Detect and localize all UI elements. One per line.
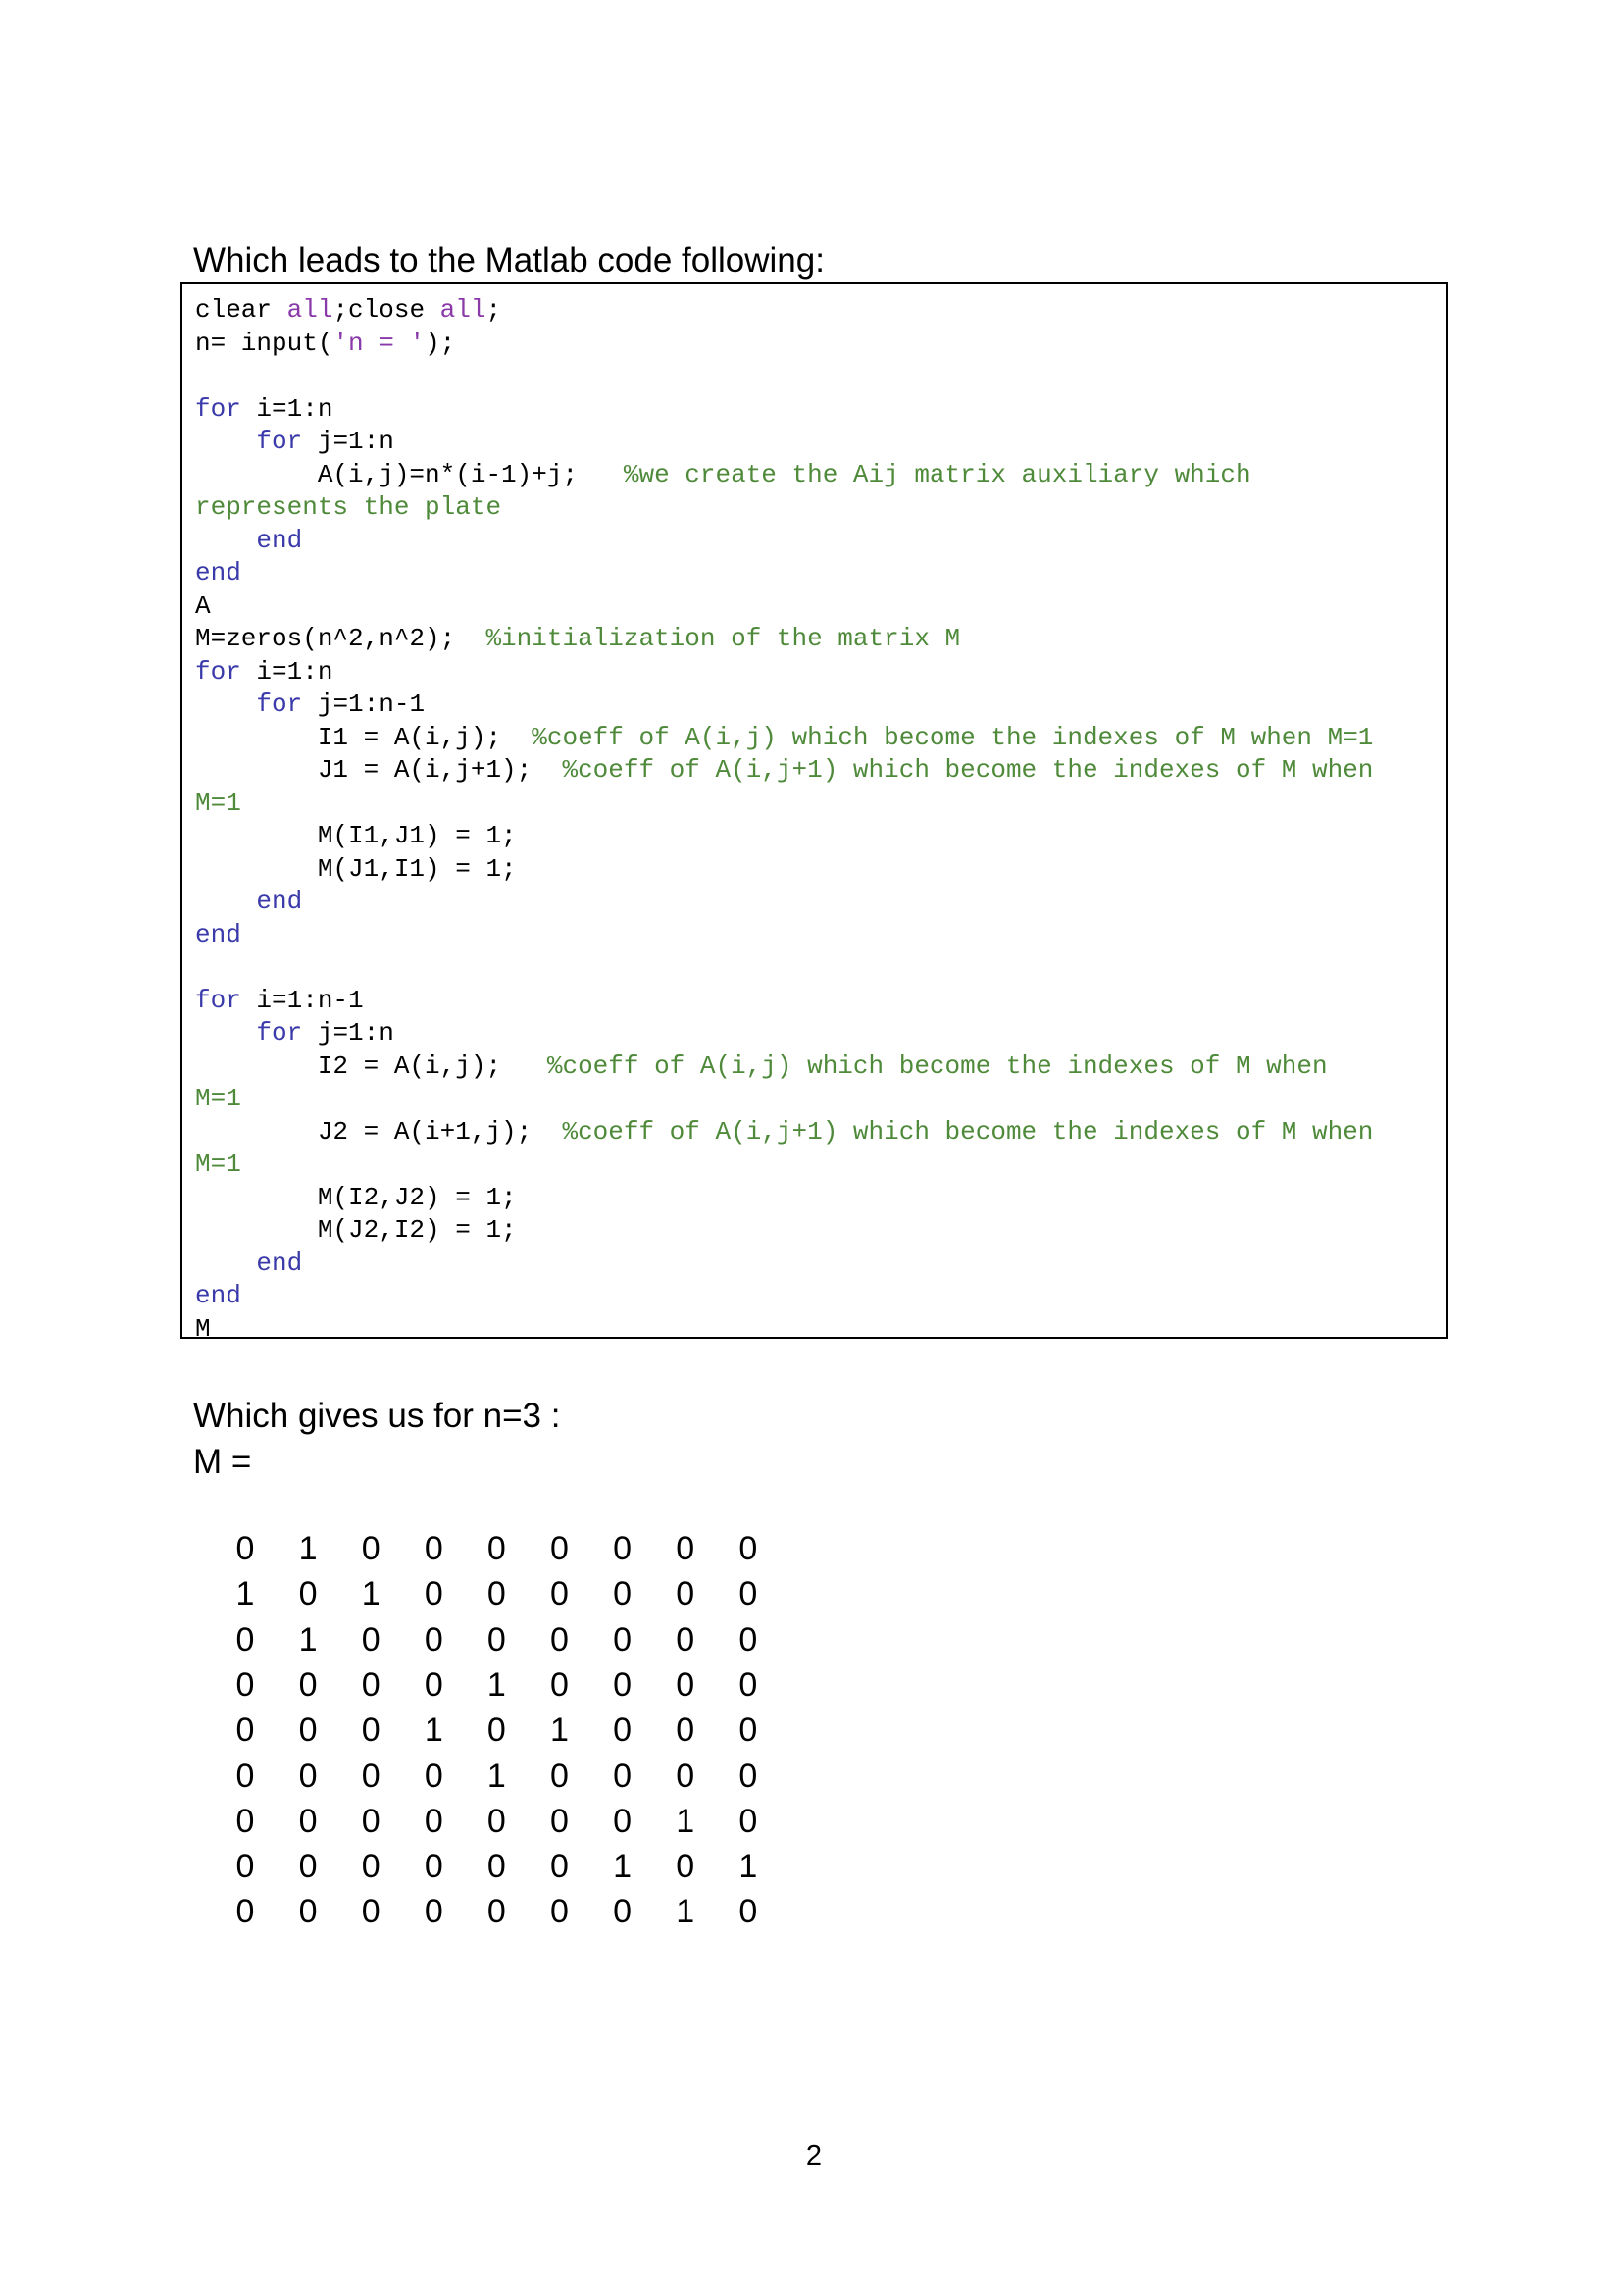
code-comment: %we create the Aij matrix auxiliary which bbox=[623, 459, 1251, 489]
matrix-cell: 0 bbox=[235, 1530, 255, 1567]
code-keyword: for bbox=[195, 656, 241, 687]
matrix-row bbox=[226, 1802, 814, 1850]
code-text: M(J2,I2) = 1; bbox=[195, 1215, 517, 1245]
code-comment: M=1 bbox=[195, 1149, 241, 1179]
code-text: J1 = A(i,j+1); bbox=[195, 755, 563, 785]
code-line bbox=[195, 1086, 241, 1111]
matrix-cell: 0 bbox=[424, 1575, 443, 1613]
matrix-cell: 1 bbox=[298, 1620, 318, 1658]
matrix-cell: 0 bbox=[486, 1530, 506, 1567]
matrix-cell: 0 bbox=[361, 1711, 380, 1750]
matrix-cell: 0 bbox=[550, 1575, 569, 1613]
matrix-row bbox=[226, 1757, 814, 1805]
code-line bbox=[195, 1313, 211, 1344]
matrix-cell: 0 bbox=[676, 1575, 695, 1613]
matrix-cell: 0 bbox=[550, 1665, 569, 1704]
code-keyword: for bbox=[256, 427, 303, 456]
matrix-cell: 0 bbox=[613, 1530, 633, 1567]
matrix-cell: 0 bbox=[738, 1665, 758, 1704]
code-comment: represents the plate bbox=[195, 492, 502, 522]
code-line bbox=[195, 919, 241, 949]
code-keyword: end bbox=[195, 558, 241, 587]
matrix-cell: 0 bbox=[424, 1848, 443, 1886]
matrix-cell: 1 bbox=[486, 1665, 506, 1704]
matrix-cell: 0 bbox=[235, 1620, 255, 1658]
code-text: j=1:n-1 bbox=[302, 689, 426, 719]
code-text: ; bbox=[485, 295, 502, 325]
matrix-cell: 0 bbox=[550, 1893, 569, 1931]
code-line bbox=[195, 853, 517, 884]
code-line bbox=[195, 525, 303, 555]
code-line bbox=[195, 823, 517, 848]
matrix-cell: 0 bbox=[424, 1893, 443, 1931]
code-line bbox=[195, 393, 333, 424]
code-text: j=1:n bbox=[302, 427, 394, 456]
matrix-cell: 0 bbox=[361, 1893, 380, 1931]
code-line bbox=[195, 656, 333, 687]
matrix-cell: 0 bbox=[613, 1575, 633, 1613]
matrix-cell: 0 bbox=[235, 1757, 255, 1795]
matrix-cell: 0 bbox=[486, 1575, 506, 1613]
matrix-cell: 0 bbox=[361, 1620, 380, 1658]
code-text: M bbox=[195, 1313, 211, 1344]
matrix-cell: 1 bbox=[424, 1711, 443, 1750]
matrix-cell: 0 bbox=[361, 1665, 380, 1704]
matrix-cell: 0 bbox=[550, 1757, 569, 1795]
code-line bbox=[195, 1283, 241, 1308]
matrix-cell: 1 bbox=[676, 1893, 695, 1931]
code-text: M(I1,J1) = 1; bbox=[195, 821, 517, 850]
code-comment: %coeff of A(i,j) which become the indexes of M when bbox=[546, 1050, 1328, 1081]
code-text: ); bbox=[425, 328, 456, 358]
matrix-row bbox=[226, 1850, 814, 1895]
code-text: i=1:n bbox=[240, 656, 333, 687]
matrix-cell: 1 bbox=[486, 1757, 506, 1795]
matrix-cell: 0 bbox=[486, 1893, 506, 1931]
matrix-cell: 0 bbox=[613, 1665, 633, 1704]
code-line bbox=[195, 560, 241, 586]
code-line bbox=[195, 328, 456, 358]
matrix-cell: 0 bbox=[235, 1893, 255, 1931]
matrix-row bbox=[226, 1895, 814, 1940]
matrix-cell: 0 bbox=[298, 1711, 318, 1750]
matrix-cell: 0 bbox=[613, 1620, 633, 1658]
matrix-cell: 0 bbox=[361, 1530, 380, 1567]
code-text: A bbox=[195, 590, 211, 621]
matrix-cell: 0 bbox=[424, 1620, 443, 1658]
matrix-cell: 0 bbox=[676, 1620, 695, 1658]
matrix-cell: 1 bbox=[738, 1848, 758, 1886]
code-keyword: for bbox=[195, 985, 241, 1015]
code-text bbox=[195, 887, 256, 916]
code-text bbox=[195, 1018, 256, 1047]
matrix-cell: 0 bbox=[676, 1665, 695, 1704]
code-comment: M=1 bbox=[195, 1084, 241, 1113]
code-comment: %coeff of A(i,j) which become the indexes of M when M=1 bbox=[532, 722, 1374, 752]
code-keyword: for bbox=[256, 689, 303, 719]
matrix-cell: 0 bbox=[424, 1530, 443, 1567]
code-line bbox=[195, 429, 394, 454]
code-text: clear bbox=[195, 295, 287, 325]
code-text: M(J1,I1) = 1; bbox=[195, 853, 517, 884]
code-keyword: end bbox=[195, 919, 241, 949]
code-keyword: for bbox=[256, 1018, 303, 1047]
matrix-cell: 0 bbox=[486, 1802, 506, 1840]
matrix-cell: 0 bbox=[235, 1711, 255, 1750]
code-line bbox=[195, 626, 960, 651]
matrix-cell: 0 bbox=[424, 1802, 443, 1840]
matrix-cell: 0 bbox=[298, 1575, 318, 1613]
code-line bbox=[195, 691, 425, 717]
code-line bbox=[195, 722, 1374, 752]
matrix-cell: 0 bbox=[424, 1757, 443, 1795]
code-keyword: end bbox=[195, 1281, 241, 1310]
matrix-cell: 0 bbox=[613, 1802, 633, 1840]
matrix-cell: 0 bbox=[550, 1530, 569, 1567]
matrix-row bbox=[226, 1665, 814, 1713]
code-text: I1 = A(i,j); bbox=[195, 722, 533, 752]
code-comment: %initialization of the matrix M bbox=[485, 624, 961, 653]
matrix-cell: 0 bbox=[361, 1802, 380, 1840]
matrix-cell: 0 bbox=[550, 1802, 569, 1840]
matrix-cell: 0 bbox=[550, 1620, 569, 1658]
matrix-cell: 0 bbox=[738, 1711, 758, 1750]
matrix-cell: 0 bbox=[676, 1530, 695, 1567]
intro-heading: Which leads to the Matlab code following: bbox=[193, 241, 825, 280]
code-text: i=1:n bbox=[240, 393, 333, 424]
code-line bbox=[195, 788, 241, 818]
code-keyword: end bbox=[256, 887, 303, 916]
code-line bbox=[195, 1020, 394, 1046]
matrix-cell: 0 bbox=[613, 1893, 633, 1931]
code-line bbox=[195, 459, 1251, 489]
matrix-cell: 1 bbox=[298, 1530, 318, 1567]
code-line bbox=[195, 494, 501, 520]
matrix-cell: 0 bbox=[486, 1711, 506, 1750]
matrix-row bbox=[226, 1713, 814, 1759]
matrix-row bbox=[226, 1577, 814, 1622]
matrix-cell: 0 bbox=[613, 1757, 633, 1795]
code-text: M=zeros(n^2,n^2); bbox=[195, 624, 486, 653]
matrix-cell: 0 bbox=[298, 1802, 318, 1840]
code-line bbox=[195, 985, 364, 1015]
code-string: 'n = ' bbox=[332, 328, 426, 358]
matrix-row bbox=[226, 1620, 814, 1668]
code-line bbox=[195, 590, 211, 621]
matrix-cell: 0 bbox=[361, 1757, 380, 1795]
matrix-cell: 0 bbox=[298, 1665, 318, 1704]
code-text: j=1:n bbox=[302, 1018, 394, 1047]
code-string: all bbox=[286, 295, 333, 325]
matrix-cell: 0 bbox=[738, 1802, 758, 1840]
matrix-cell: 0 bbox=[738, 1893, 758, 1931]
matrix-cell: 0 bbox=[738, 1620, 758, 1658]
matrix-cell: 0 bbox=[550, 1848, 569, 1886]
matrix-cell: 0 bbox=[486, 1848, 506, 1886]
code-text: I2 = A(i,j); bbox=[195, 1050, 547, 1081]
matrix-cell: 0 bbox=[676, 1848, 695, 1886]
matrix-cell: 1 bbox=[613, 1848, 633, 1886]
matrix-cell: 0 bbox=[613, 1711, 633, 1750]
matrix-cell: 1 bbox=[235, 1575, 255, 1613]
code-line bbox=[195, 1182, 517, 1212]
matrix-cell: 0 bbox=[298, 1848, 318, 1886]
code-text: J2 = A(i+1,j); bbox=[195, 1116, 563, 1147]
matrix-cell: 0 bbox=[738, 1530, 758, 1567]
matrix-cell: 0 bbox=[298, 1757, 318, 1795]
matrix-cell: 0 bbox=[676, 1711, 695, 1750]
page-number: 2 bbox=[805, 2140, 823, 2171]
code-line bbox=[195, 1151, 241, 1177]
matlab-code-box bbox=[180, 282, 1448, 1344]
matrix-cell: 0 bbox=[235, 1802, 255, 1840]
code-comment: M=1 bbox=[195, 788, 241, 818]
code-line bbox=[195, 757, 1373, 783]
matrix-cell: 0 bbox=[424, 1665, 443, 1704]
matrix-cell: 0 bbox=[298, 1893, 318, 1931]
code-text: n= input( bbox=[195, 328, 333, 358]
matrix-row bbox=[226, 1532, 814, 1577]
code-text: ;close bbox=[332, 295, 440, 325]
code-line bbox=[195, 1050, 1328, 1081]
code-text bbox=[195, 427, 256, 456]
code-text: A(i,j)=n*(i-1)+j; bbox=[195, 459, 624, 489]
code-line bbox=[195, 889, 302, 914]
matrix-cell: 0 bbox=[361, 1848, 380, 1886]
code-comment: %coeff of A(i,j+1) which become the indexes of M when bbox=[562, 1116, 1374, 1147]
result-heading: Which gives us for n=3 : bbox=[193, 1397, 561, 1435]
matrix-cell: 1 bbox=[676, 1802, 695, 1840]
matrix-cell: 0 bbox=[738, 1575, 758, 1613]
code-keyword: end bbox=[256, 1248, 303, 1278]
matrix-cell: 0 bbox=[235, 1665, 255, 1704]
code-line bbox=[195, 1250, 302, 1276]
matrix-cell: 0 bbox=[235, 1848, 255, 1886]
code-keyword: end bbox=[256, 525, 303, 555]
matrix-cell: 0 bbox=[486, 1620, 506, 1658]
matrix-label: M = bbox=[193, 1443, 252, 1481]
matrix-cell: 0 bbox=[738, 1757, 758, 1795]
code-text bbox=[195, 1249, 256, 1278]
code-text bbox=[195, 689, 256, 719]
code-text: M(I2,J2) = 1; bbox=[195, 1182, 517, 1212]
code-comment: %coeff of A(i,j+1) which become the indexes of M when bbox=[562, 755, 1374, 785]
matrix-cell: 1 bbox=[550, 1711, 569, 1750]
code-line bbox=[195, 1116, 1374, 1147]
code-text bbox=[195, 526, 256, 555]
code-string: all bbox=[439, 295, 486, 325]
code-keyword: for bbox=[195, 393, 241, 424]
code-line bbox=[195, 297, 501, 323]
code-text: i=1:n-1 bbox=[240, 985, 364, 1015]
matrix-cell: 0 bbox=[676, 1757, 695, 1795]
matrix-cell: 1 bbox=[361, 1575, 380, 1613]
code-line bbox=[195, 1217, 517, 1243]
